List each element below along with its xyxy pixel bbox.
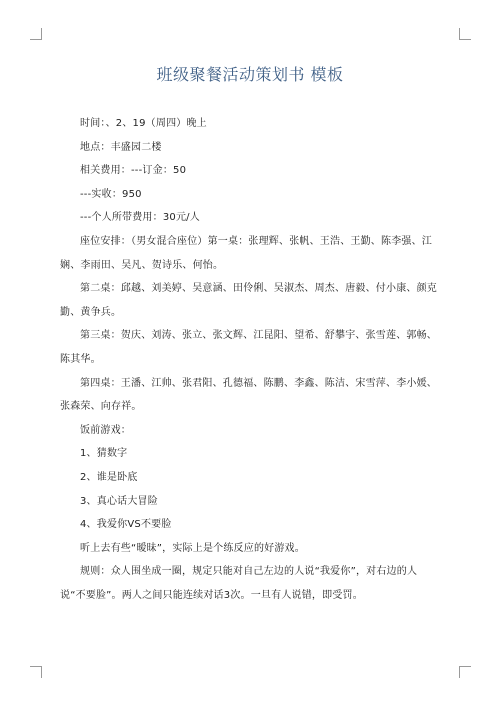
game-item-2: 2、谁是卧底 — [80, 471, 138, 483]
location-line: 地点：丰盛园二楼 — [80, 141, 162, 153]
seating-table-2: 第二桌：邱越、刘美婷、吴意涵、田伶俐、吴淑杰、周杰、唐毅、付小康、颜克勤、黄争兵。 — [60, 283, 437, 318]
game-description: 听上去有些“暧昧”，实际上是个练反应的好游戏。 — [80, 542, 305, 554]
corner-mark-top-left — [30, 28, 42, 40]
seating-table-1: 座位安排：（男女混合座位）第一桌：张理辉、张帆、王浩、王勤、陈李强、江娴、李雨田、吴凡、贺诗乐、何怡。 — [60, 235, 432, 271]
corner-mark-bottom-right — [459, 666, 471, 678]
game-item-1: 1、猜数字 — [80, 448, 128, 460]
time-line: 时间：、2、19（周四）晚上 — [80, 118, 207, 129]
games-heading: 饭前游戏： — [80, 424, 131, 436]
document-body — [60, 112, 442, 607]
cost-received-line: ---实收：950 — [80, 188, 142, 200]
seating-table-4: 第四桌：王潘、江帅、张君阳、孔德福、陈鹏、李鑫、陈洁、宋雪萍、李小媛、张森荣、向存祥。 — [60, 377, 437, 413]
cost-deposit-line: 相关费用：---订金：50 — [80, 165, 187, 177]
corner-mark-bottom-left — [30, 666, 42, 678]
document-title: 班级聚餐活动策划书 模板 — [156, 65, 344, 84]
game-item-4: 4、我爱你VS不要脸 — [80, 519, 172, 531]
cost-per-person-line: ---个人所带费用：30元/人 — [80, 212, 200, 224]
game-rules: 规则：众人围坐成一圈，规定只能对自己左边的人说“我爱你”，对右边的人说“不要脸”。两人之间只能连续对话3次。一旦有人说错，即受罚。 — [60, 566, 418, 601]
seating-table-3: 第三桌：贺庆、刘涛、张立、张文辉、江昆阳、望希、舒攀宇、张雪莲、郭畅、陈其华。 — [60, 330, 437, 365]
corner-mark-top-right — [459, 28, 471, 40]
game-item-3: 3、真心话大冒险 — [80, 495, 158, 507]
